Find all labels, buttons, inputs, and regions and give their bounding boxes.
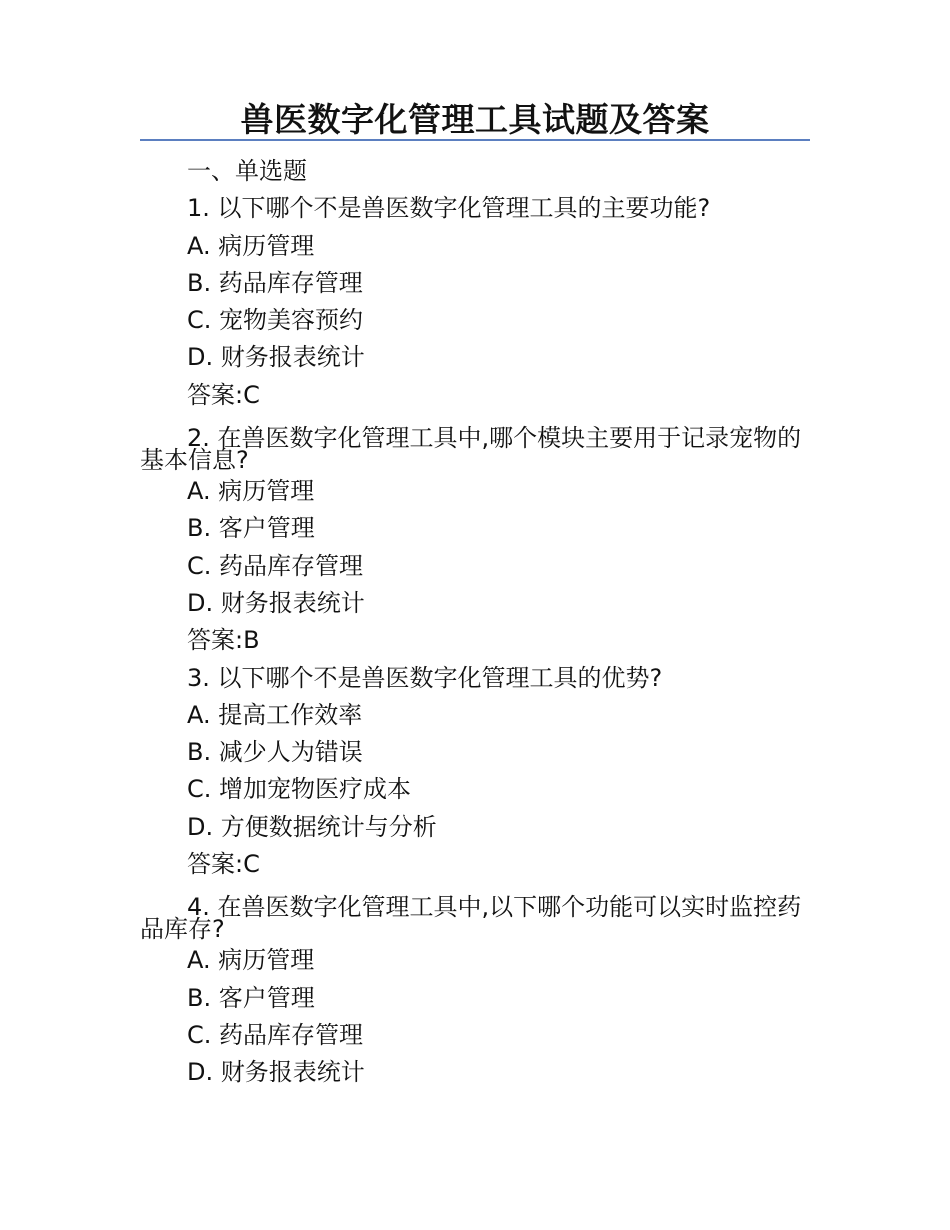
question-answer: 答案:C [187,850,260,879]
question-option: B. 药品库存管理 [187,268,363,297]
question-option: A. 提高工作效率 [187,700,363,729]
question-answer: 答案:C [187,380,260,409]
question-stem: 3. 以下哪个不是兽医数字化管理工具的优势? [187,663,663,692]
question-option: B. 减少人为错误 [187,738,363,767]
question-option: C. 药品库存管理 [187,551,364,580]
document-title: 兽医数字化管理工具试题及答案 [240,100,710,139]
question-stem: 2. 在兽医数字化管理工具中,哪个模块主要用于记录宠物的基本信息? [140,424,802,475]
question-option: C. 药品库存管理 [187,1020,364,1049]
question-option: B. 客户管理 [187,514,315,543]
section-heading: 一、单选题 [187,157,307,185]
question-stem: 1. 以下哪个不是兽医数字化管理工具的主要功能? [187,194,711,223]
question-answer: 答案:B [187,626,260,655]
question-option: C. 宠物美容预约 [187,306,364,335]
question-option: B. 客户管理 [187,983,315,1012]
question-stem: 4. 在兽医数字化管理工具中,以下哪个功能可以实时监控药品库存? [140,893,802,944]
question-option: D. 财务报表统计 [187,343,365,372]
question-option: A. 病历管理 [187,477,315,506]
title-underline [140,139,810,141]
question-option: C. 增加宠物医疗成本 [187,775,412,804]
question-option: D. 方便数据统计与分析 [187,812,437,841]
question-option: D. 财务报表统计 [187,588,365,617]
question-option: A. 病历管理 [187,231,315,260]
question-option: D. 财务报表统计 [187,1058,365,1087]
question-option: A. 病历管理 [187,946,315,975]
document-body [140,153,810,1092]
